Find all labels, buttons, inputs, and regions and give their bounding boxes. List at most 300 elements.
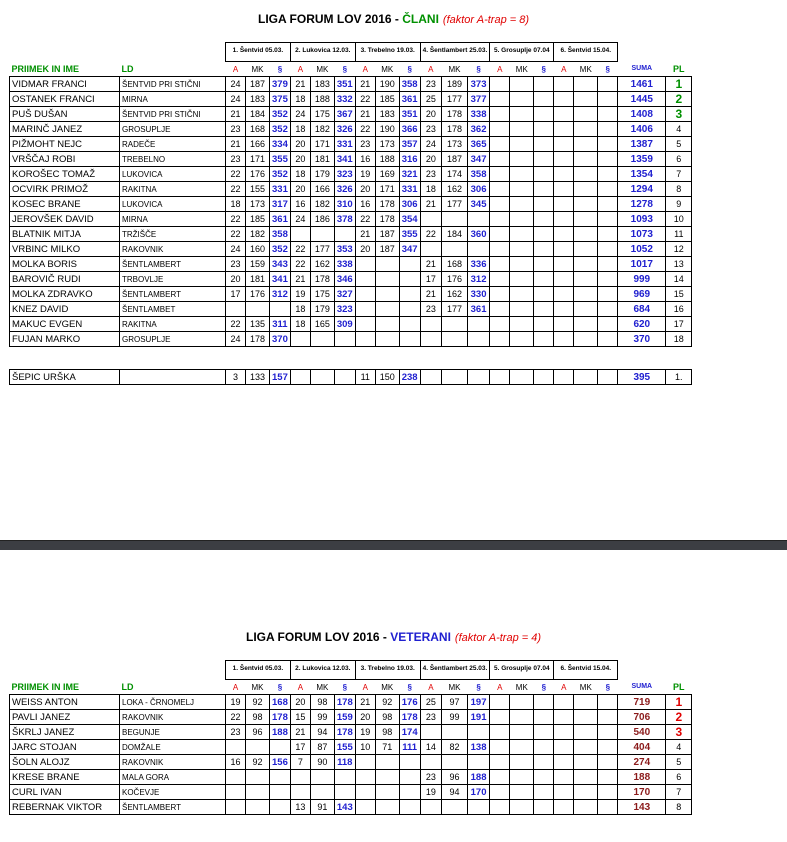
a-value xyxy=(490,242,510,257)
a-value xyxy=(490,302,510,317)
a-value: 23 xyxy=(420,77,441,92)
mk-value xyxy=(375,272,399,287)
a-value xyxy=(554,317,574,332)
mk-value xyxy=(375,800,399,815)
score-value: 361 xyxy=(399,92,420,107)
a-value xyxy=(554,107,574,122)
score-column-header: § xyxy=(342,64,348,74)
score-value: 310 xyxy=(334,197,355,212)
mk-value: 184 xyxy=(442,227,468,242)
ld-column-header: LD xyxy=(121,63,134,74)
hunting-club: MALA GORA xyxy=(120,770,226,785)
competitor-name: ŠOLN ALOJZ xyxy=(10,755,120,770)
score-column-header: § xyxy=(541,682,547,692)
section2-title-text: LIGA FORUM LOV 2016 - xyxy=(245,630,391,644)
mk-value: 150 xyxy=(375,370,399,385)
hunting-club: ŠENTLAMBERT xyxy=(120,257,226,272)
a-value: 18 xyxy=(420,182,441,197)
a-value xyxy=(490,370,510,385)
score-value xyxy=(399,257,420,272)
score-value: 188 xyxy=(270,725,291,740)
score-value xyxy=(598,755,618,770)
rank-value: 5 xyxy=(666,137,692,152)
mk-value xyxy=(510,770,534,785)
score-value: 361 xyxy=(270,212,291,227)
mk-value: 162 xyxy=(442,287,468,302)
a-value: 21 xyxy=(226,107,246,122)
table-row xyxy=(10,695,692,710)
sum-value: 1278 xyxy=(618,197,666,212)
mk-value: 165 xyxy=(310,317,334,332)
score-value: 188 xyxy=(467,770,489,785)
mk-value: 92 xyxy=(246,695,270,710)
score-value xyxy=(399,755,420,770)
score-value: 317 xyxy=(270,197,291,212)
table-row xyxy=(10,197,692,212)
section1-title-text: LIGA FORUM LOV 2016 - xyxy=(257,12,403,26)
score-column-header: § xyxy=(605,682,611,692)
a-value xyxy=(420,800,441,815)
score-value: 352 xyxy=(270,122,291,137)
a-value: 15 xyxy=(290,710,310,725)
mk-value xyxy=(442,755,468,770)
competitor-name: FUJAN MARKO xyxy=(10,332,120,347)
mk-value xyxy=(510,710,534,725)
competitor-name: KOROŠEC TOMAŽ xyxy=(10,167,120,182)
score-value: 326 xyxy=(334,122,355,137)
a-value xyxy=(490,317,510,332)
a-value xyxy=(554,800,574,815)
score-value: 138 xyxy=(467,740,489,755)
a-value xyxy=(490,92,510,107)
a-value: 21 xyxy=(355,77,375,92)
score-value xyxy=(399,800,420,815)
a-value: 24 xyxy=(226,242,246,257)
score-value: 379 xyxy=(270,77,291,92)
a-value: 20 xyxy=(290,695,310,710)
score-value xyxy=(534,725,554,740)
event-header: 6. Šentvid 15.04. xyxy=(554,661,618,680)
hunting-club: TRBOVLJE xyxy=(120,272,226,287)
a-value xyxy=(420,370,441,385)
a-value xyxy=(554,755,574,770)
mk-value: 183 xyxy=(375,107,399,122)
score-value: 361 xyxy=(467,302,489,317)
score-value xyxy=(534,212,554,227)
competitor-name: ŠKRLJ JANEZ xyxy=(10,725,120,740)
a-value: 23 xyxy=(420,710,441,725)
mk-value xyxy=(574,785,598,800)
column-header-row xyxy=(10,680,692,695)
hunting-club: RADEČE xyxy=(120,137,226,152)
score-value xyxy=(534,197,554,212)
hunting-club: ŠENTLAMBET xyxy=(120,302,226,317)
score-value xyxy=(598,725,618,740)
a-value: 21 xyxy=(355,227,375,242)
score-value xyxy=(534,770,554,785)
score-value xyxy=(534,257,554,272)
competitor-name: KOSEC BRANE xyxy=(10,197,120,212)
score-value: 375 xyxy=(270,92,291,107)
a-value xyxy=(355,785,375,800)
hunting-club: ŠENTLAMBERT xyxy=(120,287,226,302)
score-value xyxy=(467,212,489,227)
a-value xyxy=(554,257,574,272)
score-column-header: § xyxy=(476,682,481,692)
score-value xyxy=(598,197,618,212)
a-value: 21 xyxy=(226,137,246,152)
score-value xyxy=(598,227,618,242)
a-value xyxy=(554,77,574,92)
score-value xyxy=(399,287,420,302)
event-header: 6. Šentvid 15.04. xyxy=(554,43,618,62)
mk-value: 98 xyxy=(375,710,399,725)
mk-value xyxy=(442,317,468,332)
mk-value: 166 xyxy=(310,182,334,197)
a-value xyxy=(490,107,510,122)
mk-value: 92 xyxy=(246,755,270,770)
score-value xyxy=(467,755,489,770)
a-value xyxy=(554,287,574,302)
score-value xyxy=(598,257,618,272)
score-value: 326 xyxy=(334,182,355,197)
mk-value xyxy=(246,740,270,755)
event-header: 2. Lukovica 12.03. xyxy=(290,661,355,680)
score-value xyxy=(334,770,355,785)
table-row xyxy=(10,332,692,347)
rank-value: 8 xyxy=(666,182,692,197)
hunting-club: RAKITNA xyxy=(120,317,226,332)
rank-value: 7 xyxy=(666,167,692,182)
table-row xyxy=(10,137,692,152)
mk-value xyxy=(510,287,534,302)
score-value xyxy=(534,92,554,107)
a-value xyxy=(420,317,441,332)
score-value: 347 xyxy=(399,242,420,257)
mk-column-header: MK xyxy=(515,682,528,692)
a-value xyxy=(355,272,375,287)
rank-value: 16 xyxy=(666,302,692,317)
a-value: 19 xyxy=(355,725,375,740)
score-value: 358 xyxy=(467,167,489,182)
score-value xyxy=(467,725,489,740)
competitor-name: PUŠ DUŠAN xyxy=(10,107,120,122)
section2-title xyxy=(0,630,787,644)
hunting-club: DOMŽALE xyxy=(120,740,226,755)
section1-table xyxy=(9,42,692,385)
a-value: 22 xyxy=(226,710,246,725)
score-value xyxy=(598,800,618,815)
competitor-name: PAVLI JANEZ xyxy=(10,710,120,725)
a-value: 24 xyxy=(290,107,310,122)
mk-value: 177 xyxy=(442,197,468,212)
mk-value xyxy=(574,242,598,257)
a-value xyxy=(490,740,510,755)
a-value: 17 xyxy=(226,287,246,302)
a-value xyxy=(490,257,510,272)
rank-value: 5 xyxy=(666,755,692,770)
a-value xyxy=(490,800,510,815)
mk-value: 187 xyxy=(442,152,468,167)
event-header: 2. Lukovica 12.03. xyxy=(290,43,355,62)
score-value: 178 xyxy=(334,695,355,710)
a-value: 23 xyxy=(420,770,441,785)
score-value: 312 xyxy=(270,287,291,302)
score-value: 355 xyxy=(399,227,420,242)
mk-value: 162 xyxy=(310,257,334,272)
table-row xyxy=(10,257,692,272)
rank-value: 3 xyxy=(666,725,692,740)
a-value: 16 xyxy=(226,755,246,770)
score-value xyxy=(467,242,489,257)
mk-value: 160 xyxy=(246,242,270,257)
mk-value: 168 xyxy=(246,122,270,137)
score-value: 311 xyxy=(270,317,291,332)
table-row xyxy=(10,755,692,770)
a-value xyxy=(490,695,510,710)
score-value: 191 xyxy=(467,710,489,725)
event-header: 3. Trebelno 19.03. xyxy=(355,661,420,680)
event-header: 1. Šentvid 05.03. xyxy=(226,661,291,680)
mk-value xyxy=(574,182,598,197)
score-value: 157 xyxy=(270,370,291,385)
mk-value: 182 xyxy=(310,122,334,137)
mk-value xyxy=(310,332,334,347)
score-value xyxy=(534,107,554,122)
mk-value xyxy=(310,770,334,785)
hunting-club: TREBELNO xyxy=(120,152,226,167)
sum-value: 969 xyxy=(618,287,666,302)
mk-value xyxy=(510,695,534,710)
a-value: 18 xyxy=(290,317,310,332)
mk-value: 190 xyxy=(375,122,399,137)
score-value xyxy=(534,710,554,725)
section2-category: VETERANI xyxy=(390,630,451,644)
hunting-club: GROSUPLJE xyxy=(120,332,226,347)
mk-value: 97 xyxy=(442,695,468,710)
a-value xyxy=(490,272,510,287)
mk-value xyxy=(375,317,399,332)
mk-value xyxy=(574,370,598,385)
score-value xyxy=(399,770,420,785)
mk-value: 169 xyxy=(375,167,399,182)
sum-value: 1017 xyxy=(618,257,666,272)
a-value xyxy=(554,197,574,212)
a-value xyxy=(554,695,574,710)
a-value xyxy=(554,332,574,347)
event-header: 5. Grosuplje 07.04 xyxy=(490,43,554,62)
score-value: 331 xyxy=(334,137,355,152)
mk-value xyxy=(442,212,468,227)
a-value xyxy=(490,227,510,242)
a-value: 17 xyxy=(420,272,441,287)
a-value xyxy=(554,137,574,152)
competitor-name: WEISS ANTON xyxy=(10,695,120,710)
a-value: 21 xyxy=(355,695,375,710)
mk-value xyxy=(246,785,270,800)
mk-value: 171 xyxy=(246,152,270,167)
score-value xyxy=(399,332,420,347)
a-value: 22 xyxy=(290,257,310,272)
rank-value: 18 xyxy=(666,332,692,347)
mk-value xyxy=(442,725,468,740)
a-value xyxy=(554,242,574,257)
section2-factor: (faktor A-trap = 4) xyxy=(454,632,542,644)
score-value xyxy=(270,740,291,755)
score-value xyxy=(534,332,554,347)
score-value xyxy=(534,800,554,815)
a-value: 20 xyxy=(290,137,310,152)
name-column-header: PRIIMEK IN IME xyxy=(11,681,80,692)
sum-value: 395 xyxy=(618,370,666,385)
a-value: 17 xyxy=(290,740,310,755)
mk-value xyxy=(510,740,534,755)
score-value: 312 xyxy=(467,272,489,287)
mk-column-header: MK xyxy=(381,682,394,692)
a-value xyxy=(490,137,510,152)
mk-value xyxy=(310,785,334,800)
score-value: 343 xyxy=(270,257,291,272)
header-spacer xyxy=(618,43,692,62)
a-column-header: A xyxy=(362,682,368,692)
mk-value xyxy=(574,302,598,317)
a-column-header: A xyxy=(561,682,567,692)
a-value xyxy=(490,755,510,770)
score-value: 316 xyxy=(399,152,420,167)
score-value: 338 xyxy=(334,257,355,272)
mk-value: 178 xyxy=(246,332,270,347)
mk-value: 187 xyxy=(375,242,399,257)
a-column-header: A xyxy=(428,64,434,74)
mk-value: 168 xyxy=(442,257,468,272)
score-value xyxy=(598,710,618,725)
score-value: 354 xyxy=(399,212,420,227)
score-value: 323 xyxy=(334,167,355,182)
a-value: 23 xyxy=(355,137,375,152)
a-value: 20 xyxy=(355,242,375,257)
a-value: 16 xyxy=(355,152,375,167)
a-value xyxy=(420,332,441,347)
score-column-header: § xyxy=(476,64,481,74)
mk-value: 98 xyxy=(375,725,399,740)
mk-value: 159 xyxy=(246,257,270,272)
a-value: 23 xyxy=(420,302,441,317)
a-value: 22 xyxy=(290,242,310,257)
score-value xyxy=(334,227,355,242)
score-value xyxy=(598,152,618,167)
table-row xyxy=(10,740,692,755)
score-value xyxy=(270,785,291,800)
a-value: 24 xyxy=(420,137,441,152)
sum-value: 684 xyxy=(618,302,666,317)
mk-column-header: MK xyxy=(579,64,592,74)
hunting-club: MIRNA xyxy=(120,212,226,227)
score-value: 351 xyxy=(399,107,420,122)
hunting-club: ŠENTLAMBERT xyxy=(120,800,226,815)
score-value xyxy=(399,272,420,287)
competitor-name: MARINČ JANEZ xyxy=(10,122,120,137)
sum-value: 1073 xyxy=(618,227,666,242)
mk-value xyxy=(574,332,598,347)
a-value: 21 xyxy=(420,287,441,302)
a-value: 22 xyxy=(226,212,246,227)
mk-value: 94 xyxy=(310,725,334,740)
mk-value: 82 xyxy=(442,740,468,755)
a-value xyxy=(554,227,574,242)
a-value xyxy=(490,710,510,725)
score-column-header: § xyxy=(407,682,412,692)
score-value: 367 xyxy=(334,107,355,122)
a-value: 18 xyxy=(290,167,310,182)
mk-value xyxy=(246,770,270,785)
score-value xyxy=(534,785,554,800)
mk-value xyxy=(375,302,399,317)
a-value xyxy=(490,332,510,347)
sum-value: 1461 xyxy=(618,77,666,92)
a-value xyxy=(490,77,510,92)
a-value: 22 xyxy=(355,212,375,227)
extra-row xyxy=(10,370,692,385)
mk-value: 87 xyxy=(310,740,334,755)
a-column-header: A xyxy=(232,682,239,692)
competitor-name: VRBINC MILKO xyxy=(10,242,120,257)
mk-value xyxy=(574,317,598,332)
name-column-header: PRIIMEK IN IME xyxy=(11,63,80,74)
hunting-club: ŠENTVID PRI STIČNI xyxy=(120,107,226,122)
a-value xyxy=(554,770,574,785)
rank-value: 1. xyxy=(666,370,692,385)
score-value xyxy=(334,785,355,800)
sum-value: 620 xyxy=(618,317,666,332)
table-row xyxy=(10,800,692,815)
competitor-name: MOLKA BORIS xyxy=(10,257,120,272)
mk-value xyxy=(574,137,598,152)
a-value xyxy=(226,740,246,755)
mk-value xyxy=(375,755,399,770)
a-value: 13 xyxy=(290,800,310,815)
score-value xyxy=(467,800,489,815)
mk-value xyxy=(510,152,534,167)
a-value xyxy=(490,212,510,227)
mk-value: 184 xyxy=(246,107,270,122)
mk-value: 179 xyxy=(310,167,334,182)
rank-value: 12 xyxy=(666,242,692,257)
score-value: 111 xyxy=(399,740,420,755)
a-value: 21 xyxy=(290,272,310,287)
score-value xyxy=(534,182,554,197)
hunting-club: GROSUPLJE xyxy=(120,122,226,137)
a-value xyxy=(554,212,574,227)
mk-value: 94 xyxy=(442,785,468,800)
table-row xyxy=(10,182,692,197)
mk-value: 183 xyxy=(246,92,270,107)
mk-value xyxy=(510,92,534,107)
score-value: 159 xyxy=(334,710,355,725)
a-value: 18 xyxy=(226,197,246,212)
a-value: 20 xyxy=(226,272,246,287)
mk-value: 155 xyxy=(246,182,270,197)
a-value xyxy=(355,770,375,785)
header-spacer xyxy=(10,661,226,680)
score-value xyxy=(598,242,618,257)
event-header: 1. Šentvid 05.03. xyxy=(226,43,291,62)
a-value: 7 xyxy=(290,755,310,770)
a-value: 16 xyxy=(290,197,310,212)
hunting-club: LUKOVICA xyxy=(120,167,226,182)
score-value: 351 xyxy=(334,77,355,92)
table-row xyxy=(10,272,692,287)
mk-value: 96 xyxy=(442,770,468,785)
